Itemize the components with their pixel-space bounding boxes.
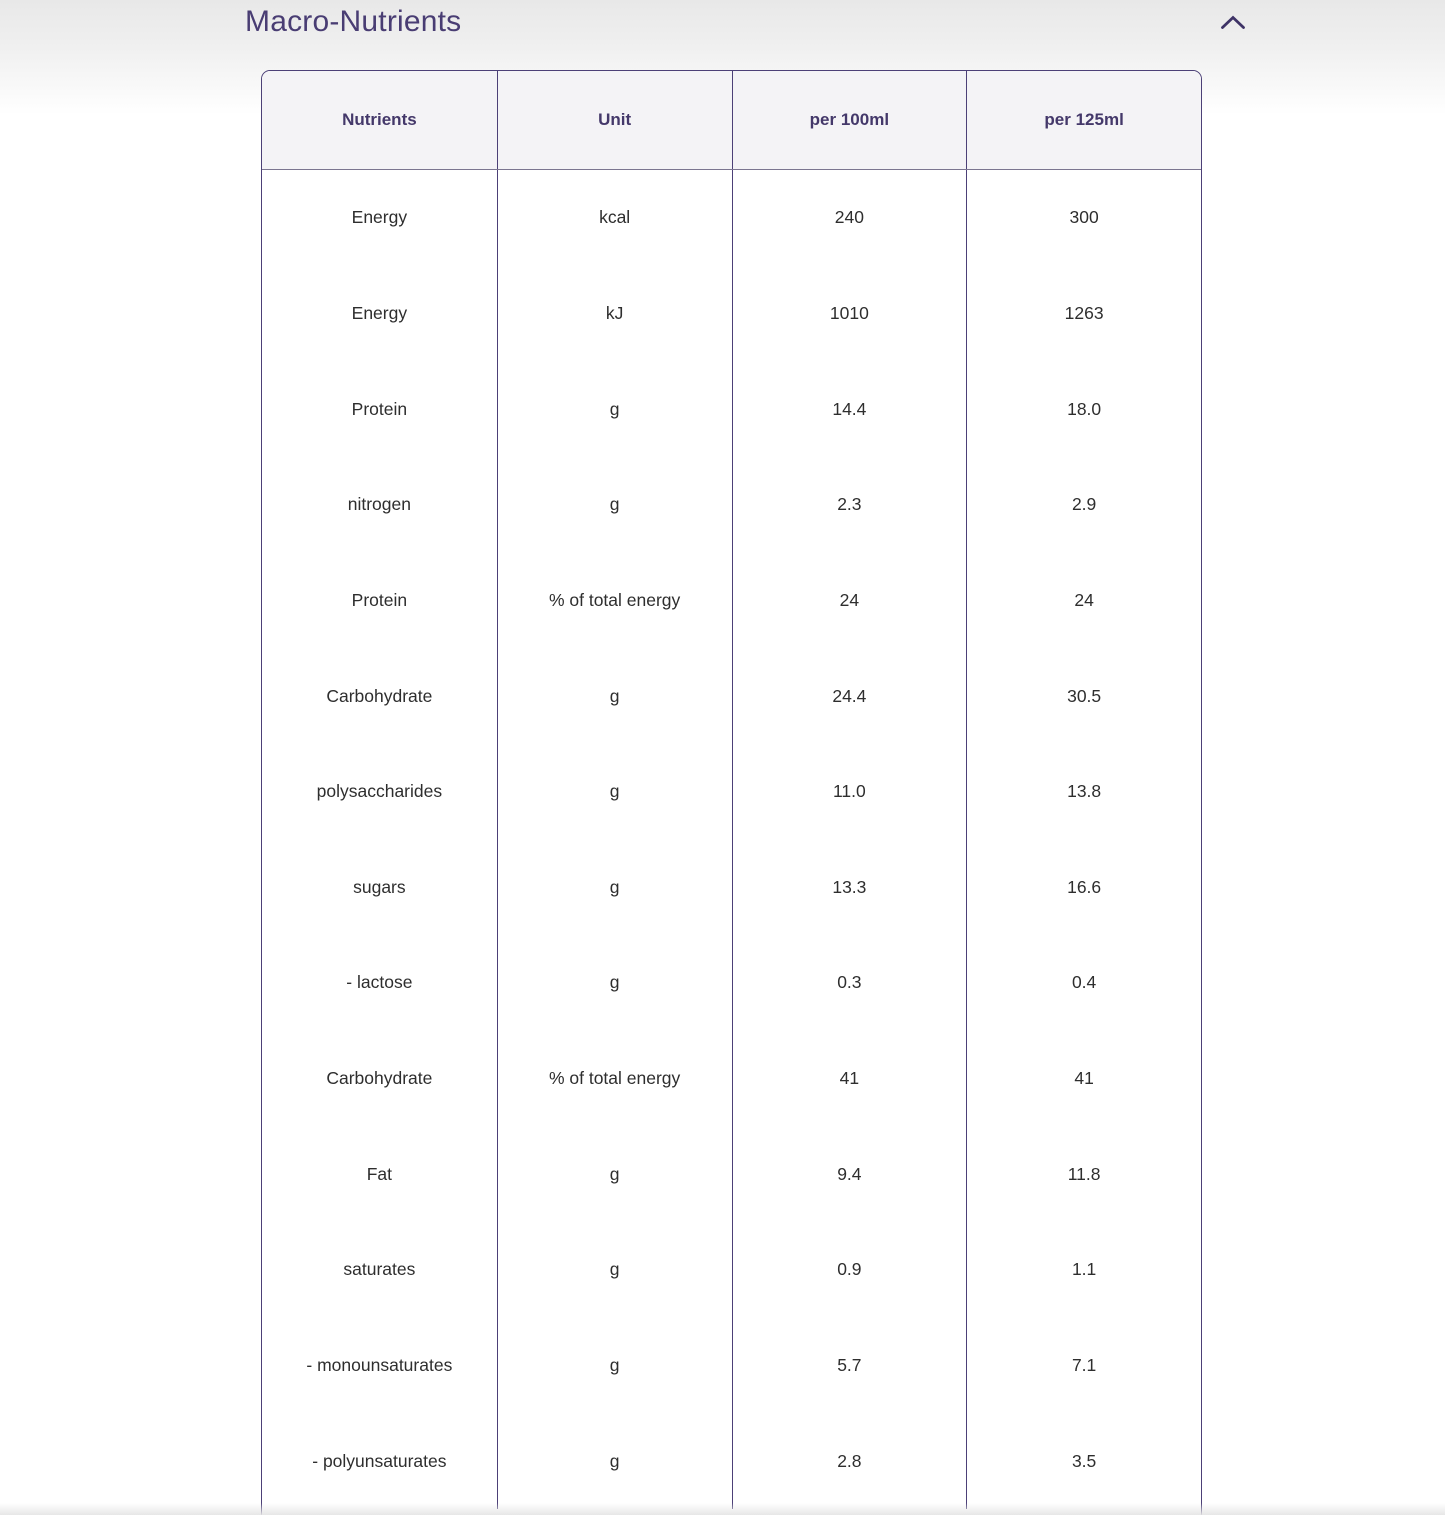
unit-cell: g: [497, 1413, 732, 1509]
per-125ml-cell: 2.9: [966, 457, 1201, 553]
nutrient-cell: saturates: [343, 1259, 416, 1280]
per-125ml-cell: 0.4: [966, 935, 1201, 1031]
nutrient-cell: sugars: [353, 876, 406, 897]
table-row: [262, 648, 1201, 744]
chevron-up-icon: [1220, 15, 1246, 33]
unit-cell: g: [497, 648, 732, 744]
column-header-per-125ml: per 125ml: [966, 71, 1201, 169]
unit-cell: g: [497, 935, 732, 1031]
table-header-row: [262, 71, 1201, 170]
per-100ml-cell: 0.9: [732, 1222, 967, 1318]
per-100ml-cell: 5.7: [732, 1318, 967, 1414]
nutrient-cell: - lactose: [346, 972, 413, 993]
nutrient-cell: - polyunsaturates: [312, 1450, 447, 1471]
unit-cell: g: [497, 1222, 732, 1318]
per-125ml-cell: 1263: [966, 266, 1201, 362]
nutrient-cell: Protein: [351, 589, 408, 610]
per-125ml-cell: 18.0: [966, 361, 1201, 457]
table-row: [262, 1413, 1201, 1509]
table-row: [262, 1126, 1201, 1222]
per-100ml-cell: 14.4: [732, 361, 967, 457]
unit-cell: g: [497, 1126, 732, 1222]
per-125ml-cell: 3.5: [966, 1413, 1201, 1509]
per-125ml-cell: 41: [966, 1031, 1201, 1127]
nutrient-cell: polysaccharides: [316, 781, 443, 802]
per-100ml-cell: 2.8: [732, 1413, 967, 1509]
table-row: [262, 839, 1201, 935]
unit-cell: kJ: [497, 266, 732, 362]
nutrient-cell: Energy: [351, 302, 408, 323]
unit-cell: % of total energy: [497, 1031, 732, 1127]
per-100ml-cell: 11.0: [732, 744, 967, 840]
per-100ml-cell: 24: [732, 553, 967, 649]
per-100ml-cell: 0.3: [732, 935, 967, 1031]
table-row: [262, 457, 1201, 553]
per-125ml-cell: 24: [966, 553, 1201, 649]
per-100ml-cell: 9.4: [732, 1126, 967, 1222]
unit-cell: g: [497, 1318, 732, 1414]
table-row: [262, 744, 1201, 840]
table-body: [262, 170, 1201, 1509]
per-125ml-cell: 11.8: [966, 1126, 1201, 1222]
table-row: [262, 1031, 1201, 1127]
per-100ml-cell: 41: [732, 1031, 967, 1127]
nutrient-cell: nitrogen: [347, 494, 411, 515]
collapse-section-button[interactable]: [1218, 12, 1248, 36]
per-100ml-cell: 240: [732, 170, 967, 266]
table-row: [262, 935, 1201, 1031]
per-100ml-cell: 2.3: [732, 457, 967, 553]
table-row: [262, 170, 1201, 266]
per-100ml-cell: 24.4: [732, 648, 967, 744]
column-header-per-100ml: per 100ml: [732, 71, 967, 169]
table-row: [262, 1318, 1201, 1414]
per-125ml-cell: 13.8: [966, 744, 1201, 840]
per-100ml-cell: 13.3: [732, 839, 967, 935]
unit-cell: g: [497, 457, 732, 553]
unit-cell: g: [497, 839, 732, 935]
per-125ml-cell: 300: [966, 170, 1201, 266]
table-row: [262, 266, 1201, 362]
per-125ml-cell: 1.1: [966, 1222, 1201, 1318]
unit-cell: g: [497, 361, 732, 457]
column-header-nutrients: Nutrients: [342, 110, 417, 129]
per-125ml-cell: 30.5: [966, 648, 1201, 744]
per-125ml-cell: 7.1: [966, 1318, 1201, 1414]
nutrient-cell: Fat: [366, 1163, 393, 1184]
table-row: [262, 1222, 1201, 1318]
nutrient-cell: Protein: [351, 398, 408, 419]
nutrient-cell: Energy: [351, 207, 408, 228]
nutrient-cell: - monounsaturates: [306, 1355, 453, 1375]
unit-cell: % of total energy: [497, 553, 732, 649]
nutrients-table: [261, 70, 1202, 1515]
nutrient-cell: Carbohydrate: [326, 1068, 433, 1089]
table-row: [262, 553, 1201, 649]
per-100ml-cell: 1010: [732, 266, 967, 362]
table-row: [262, 361, 1201, 457]
unit-cell: g: [497, 744, 732, 840]
nutrient-cell: Carbohydrate: [326, 685, 433, 706]
column-header-unit: Unit: [497, 71, 732, 169]
per-125ml-cell: 16.6: [966, 839, 1201, 935]
section-header: [245, 0, 1230, 48]
section-title: Macro-Nutrients: [245, 5, 462, 38]
unit-cell: kcal: [497, 170, 732, 266]
